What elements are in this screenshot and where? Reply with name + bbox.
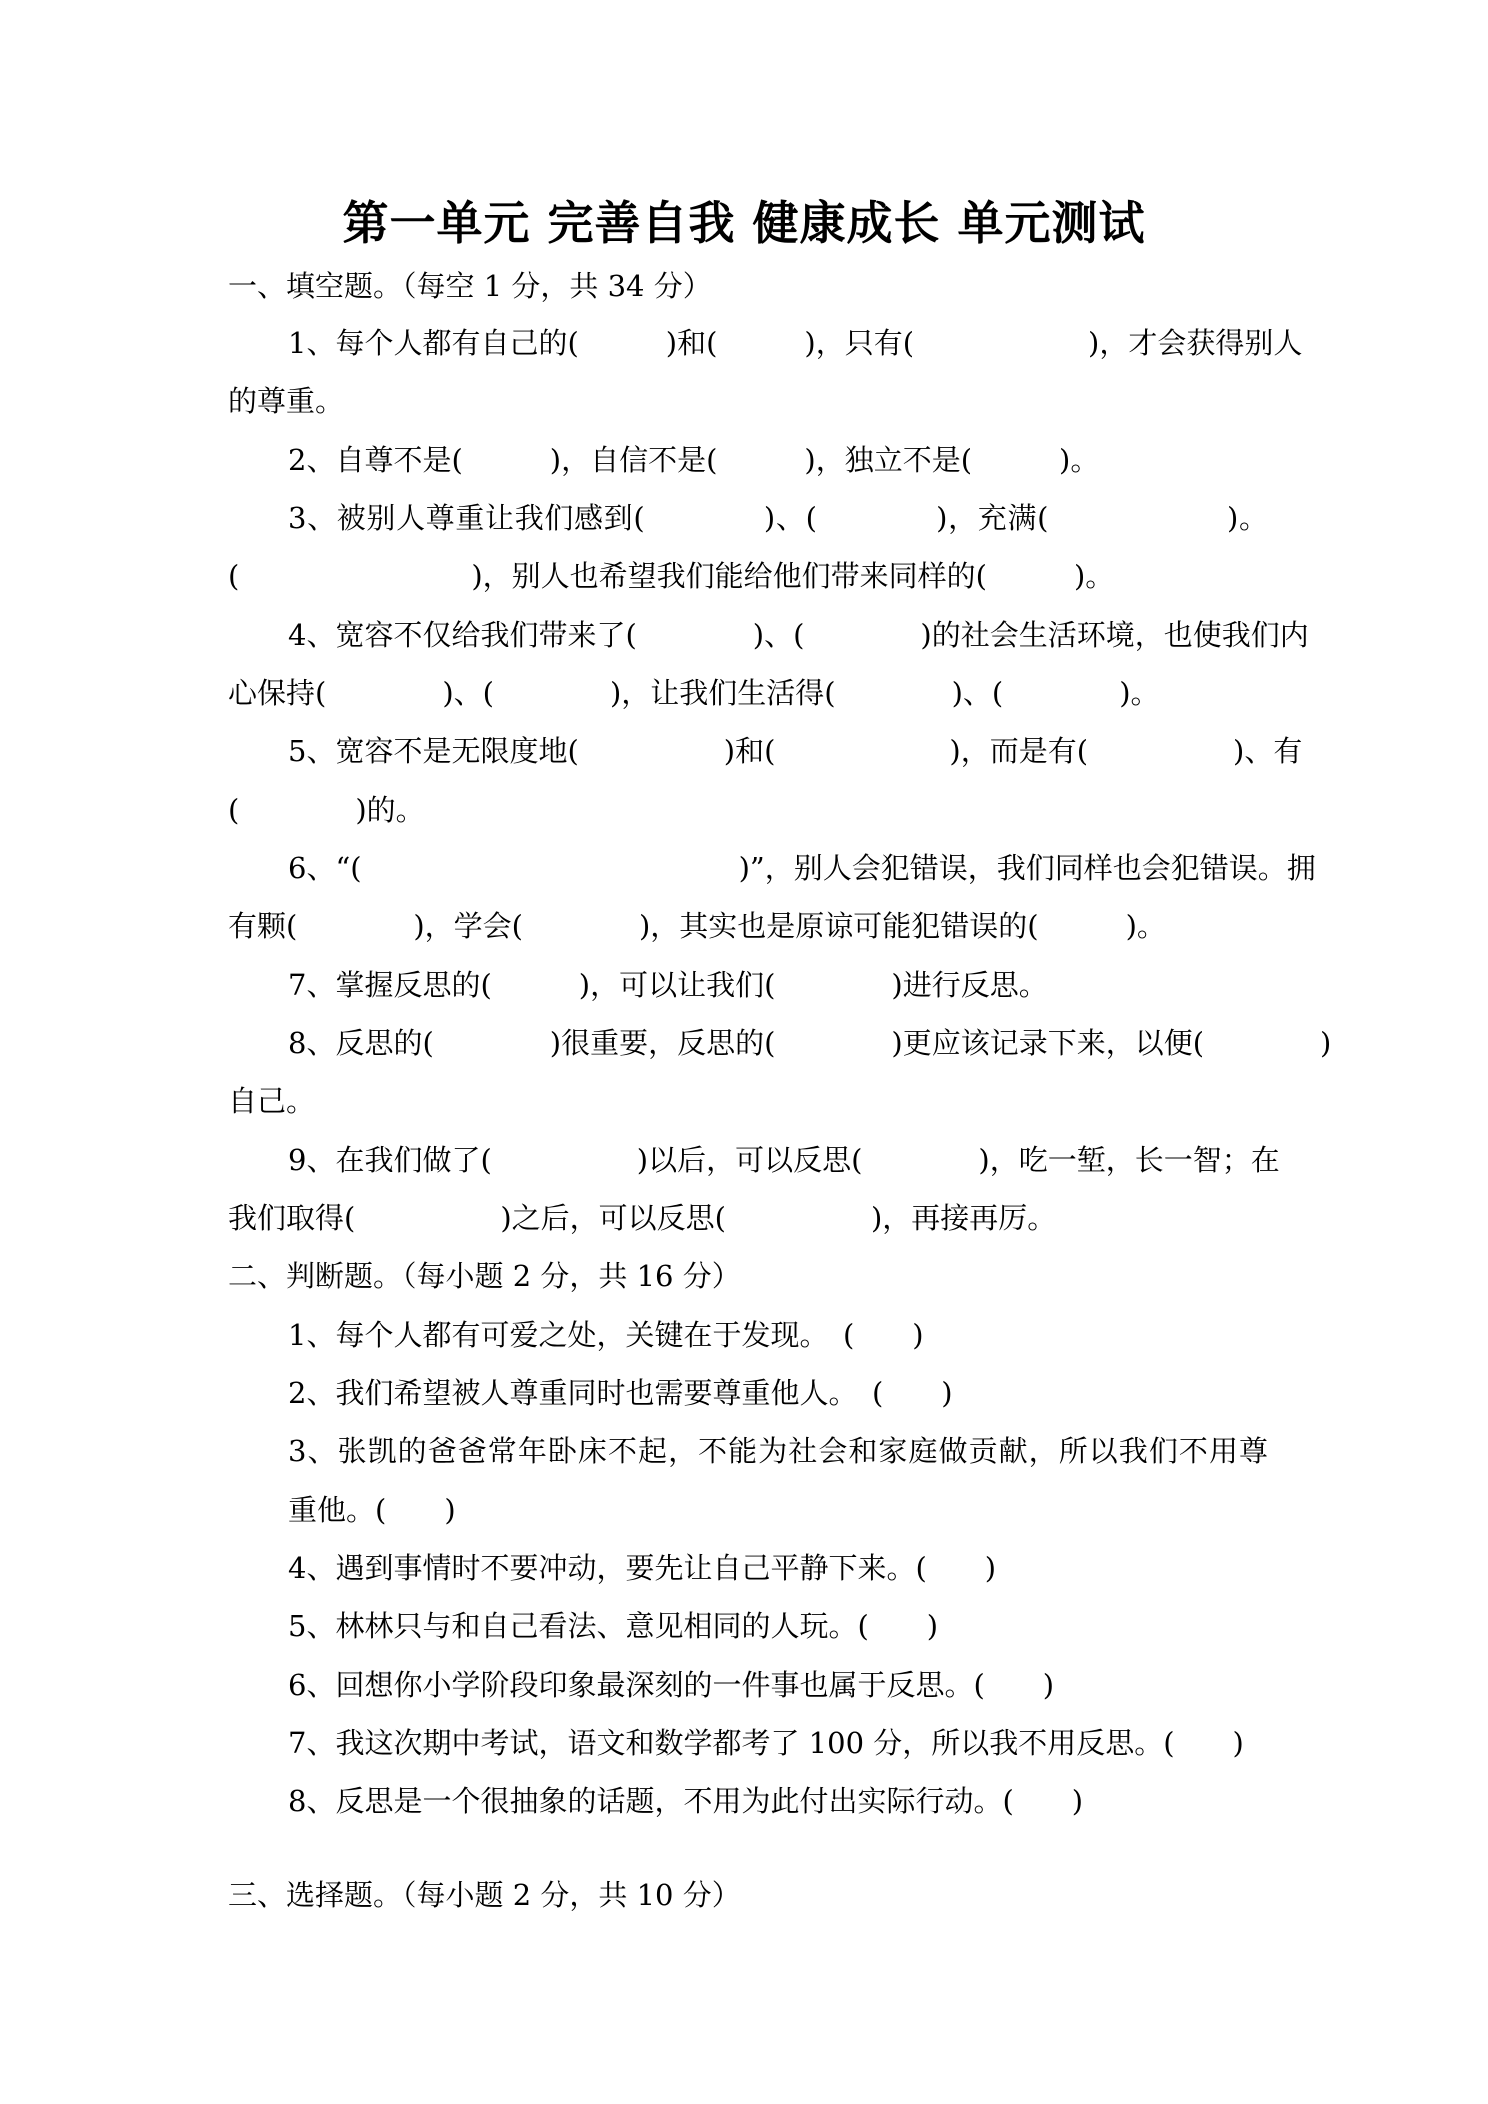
judge-item-8: 8、反思是一个很抽象的话题，不用为此付出实际行动。( ) — [288, 1784, 1084, 1818]
judge-item-6: 6、回想你小学阶段印象最深刻的一件事也属于反思。( ) — [288, 1668, 1055, 1702]
fill-item-8-cont: 自己。 — [228, 1084, 316, 1118]
judge-item-2: 2、我们希望被人尊重同时也需要尊重他人。 ( ) — [288, 1376, 953, 1410]
fill-item-6-cont: 有颗( )，学会( )，其实也是原谅可能犯错误的( )。 — [228, 909, 1166, 943]
section-heading-judge: 二、判断题。（每小题 2 分，共 16 分） — [228, 1259, 741, 1293]
judge-item-3-cont: 重他。( ) — [288, 1493, 456, 1527]
section-heading-choice: 三、选择题。（每小题 2 分，共 10 分） — [228, 1878, 741, 1912]
fill-item-5: 5、宽容不是无限度地( )和( )，而是有( )、有 — [288, 734, 1303, 768]
section-heading-fill: 一、填空题。（每空 1 分，共 34 分） — [228, 269, 712, 303]
fill-item-8: 8、反思的( )很重要，反思的( )更应该记录下来，以便( ) — [288, 1026, 1332, 1060]
judge-item-3: 3、张凯的爸爸常年卧床不起，不能为社会和家庭做贡献，所以我们不用尊 — [288, 1434, 1268, 1468]
judge-item-4: 4、遇到事情时不要冲动，要先让自己平静下来。( ) — [288, 1551, 997, 1585]
fill-item-4: 4、宽容不仅给我们带来了( )、( )的社会生活环境，也使我们内 — [288, 618, 1309, 652]
fill-item-1: 1、每个人都有自己的( )和( )，只有( )，才会获得别人 — [288, 326, 1303, 360]
judge-item-7: 7、我这次期中考试，语文和数学都考了 100 分，所以我不用反思。( ) — [288, 1726, 1244, 1760]
fill-item-7: 7、掌握反思的( )，可以让我们( )进行反思。 — [288, 968, 1048, 1002]
fill-item-6: 6、“( )”，别人会犯错误，我们同样也会犯错误。拥 — [288, 851, 1316, 885]
fill-item-3: 3、被别人尊重让我们感到( )、( )，充满( )。 — [288, 501, 1268, 535]
fill-item-2: 2、自尊不是( )，自信不是( )，独立不是( )。 — [288, 443, 1100, 477]
fill-item-9: 9、在我们做了( )以后，可以反思( )，吃一堑，长一智；在 — [288, 1143, 1280, 1177]
judge-item-1: 1、每个人都有可爱之处，关键在于发现。 ( ) — [288, 1318, 924, 1352]
fill-item-3-cont: ( )，别人也希望我们能给他们带来同样的( )。 — [228, 559, 1115, 593]
fill-item-4-cont: 心保持( )、( )，让我们生活得( )、( )。 — [228, 676, 1160, 710]
page-title: 第一单元 完善自我 健康成长 单元测试 — [342, 196, 1146, 250]
judge-item-5: 5、林林只与和自己看法、意见相同的人玩。( ) — [288, 1609, 939, 1643]
fill-item-9-cont: 我们取得( )之后，可以反思( )，再接再厉。 — [228, 1201, 1057, 1235]
fill-item-1-cont: 的尊重。 — [228, 384, 345, 418]
fill-item-5-cont: ( )的。 — [228, 793, 425, 827]
